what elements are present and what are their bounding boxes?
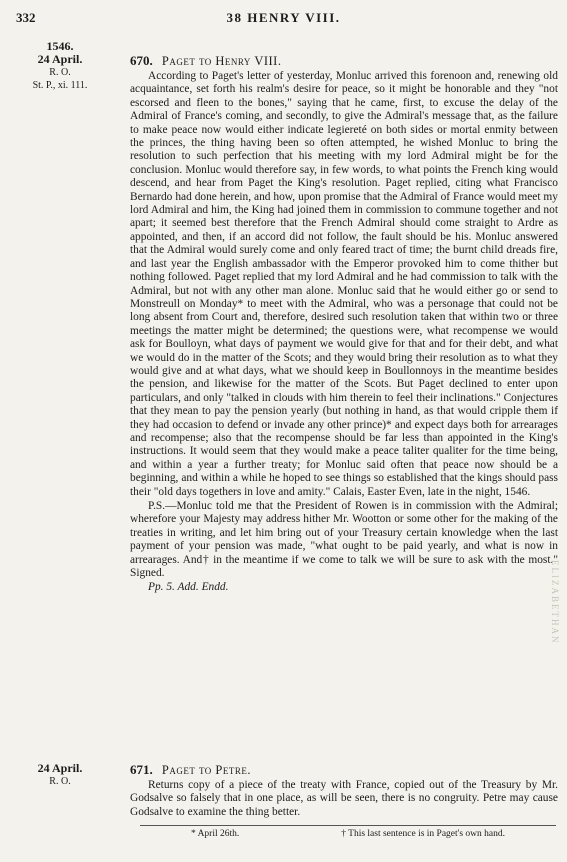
entry-reference: St. P., xi. 111. <box>32 80 88 91</box>
entry-title: Paget to Petre. <box>161 763 251 777</box>
entry-title: Paget to Henry VIII. <box>161 54 282 68</box>
page-number: 332 <box>16 10 36 25</box>
entry-date: 24 April. <box>37 761 83 775</box>
entry-year: 1546. <box>46 39 74 53</box>
entry-671-heading <box>130 762 251 778</box>
footnote-divider <box>140 825 556 826</box>
entry-670-body <box>130 70 558 595</box>
entry-671-margin <box>8 762 112 788</box>
footnote: * April 26th. <box>190 829 240 839</box>
entry-670-margin <box>8 40 112 92</box>
entry-671-body <box>130 779 558 819</box>
document-signature-note: Pp. 5. Add. Endd. <box>148 581 229 594</box>
entry-source: R. O. <box>49 67 71 78</box>
entry-source: R. O. <box>49 776 71 787</box>
entry-date: 24 April. <box>37 52 83 66</box>
footnotes <box>140 829 556 839</box>
entry-number: 671. <box>130 762 153 777</box>
entry-paragraph: Returns copy of a piece of the treaty with France, copied out of the Treasury by Mr. Godsalve so falsely that in one place, as will be seen, there is no congruity. Petre may cause Godsalve to examine the thing better. <box>130 779 558 818</box>
entry-paragraph: According to Paget's letter of yesterday, Monluc arrived this forenoon and, renewing old acquaintance, set forth his realm's desire for peace, so it might be honorable and they "not escorsed and fleen to the bones," saying that he came, first, to excuse the delay of the Admiral of France's coming, and secondly, to give the Admiral's message that, as the failure to make peace now would either indicate legiereté on both sides or mortal enmity between the princes, the thing having been so often attempted, he wished Monluc to bring the resolution to such perfection that his meeting with my lord Admiral might be for the conclusion. Monluc would therefore say, in few words, to what points the French king would descend, and hear from Paget the King's resolution. Paget replied, citing what Francisco Bernardo had done herein, and how, upon promise that the Admiral of France would meet my lord Admiral and him, the King had joined them in commission to commune together and not apart; it seemed best therefore that the French Admiral should come straight to Ardre as appointed, and then, if an accord did not follow, the fault should be his. Monluc answered that the Admiral would surely come and only feared tract of time; the burnt child dreads fire, and last year the English ambassador with the Emperor provoked him to come thither but nothing followed. Paget replied that my lord Admiral and he had commission to talk with the Admiral, but not with any other man alone. Monluc said that he would either go or send to Monstreull on Monday* to meet with the Admiral, who was a personage that could not be long absent from Court and, therefore, desired such resolution taken that within two or three meetings the matter might be determined; the questions were, what recompense we would ask for Boulloyn, what days of payment we would give for that and for their debt, and what we would do in the matter of the Scots; and they would bring their resolution as to what they would give and at what days, what we should keep in Boullonnoys in the meantime besides the pension, and likewise for the matter of the Scots. But Paget declined to enter upon particulars, and only "talked in clouds with him therein to feel their inclinations." Conjectures that they mean to pay the pension yearly (but nothing in hand, as that would cripple them if they had occasion to defend or invade any other prince)* and expect days both for arrearages and recompense; also that the recompense should be far less than appointed in the King's instructions. It would seem that they would make a peace taliter qualiter for the time being, and within a year a further treaty; for Monluc said often that peace now should be a beginning, and within a while he hoped to see things so established that the kings should pass their "old days togethers in love and amity." Calais, Easter Even, late in the night, 1546. <box>130 70 558 498</box>
postscript: P.S.—Monluc told me that the President of Rowen is in commission with the Admiral; wherefore your Majesty may address hither Mr. Wootton or some other for the making of the treaties in writing, and let him bring out of your Treasury certain knowledge when the last payment of your pension was made, "what ought to be paid yearly, and what is now in arrearages. And† in the meantime if we come to talk we will be sure to ask with the most." Signed. <box>130 500 558 580</box>
entry-number: 670. <box>130 53 153 68</box>
entry-670-heading <box>130 53 281 69</box>
library-watermark: ELIZABETHAN <box>550 560 560 645</box>
running-title: 38 HENRY VIII. <box>226 10 341 25</box>
footnote: † This last sentence is in Paget's own hand. <box>341 829 506 839</box>
